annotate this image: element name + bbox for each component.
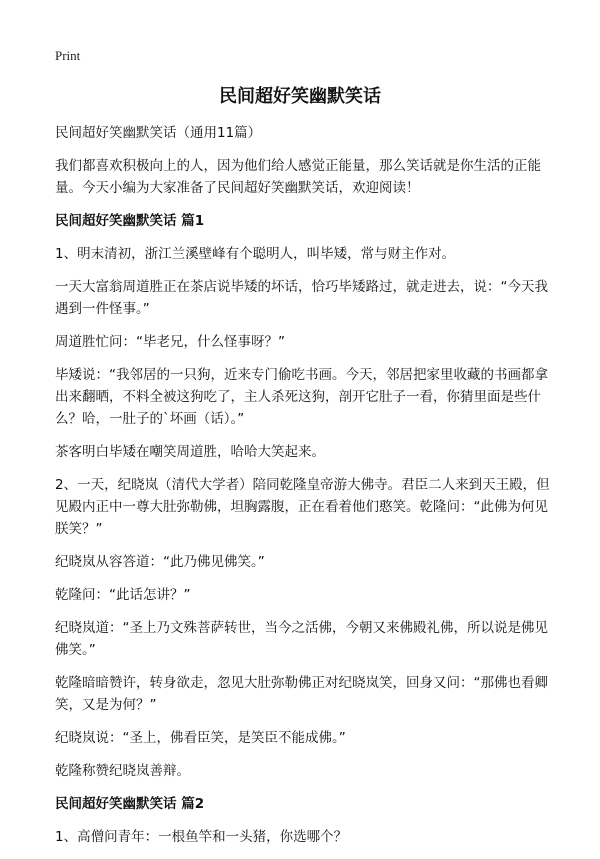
- paragraph: 乾隆称赞纪晓岚善辩。: [55, 763, 190, 779]
- paragraph: 周道胜忙问：“毕老兄，什么怪事呀？”: [55, 334, 285, 350]
- paragraph: 乾隆暗暗赞许，转身欲走，忽见大肚弥勒佛正对纪晓岚笑，回身又问：“那佛也看卿笑，又是为何？”: [55, 675, 548, 713]
- paragraph: 乾隆问：“此话怎讲？”: [55, 587, 191, 603]
- print-label: Print: [55, 48, 81, 63]
- document-subtitle: 民间超好笑幽默笑话（通用11篇）: [55, 125, 262, 141]
- paragraph: 一天大富翁周道胜正在茶店说毕矮的坏话，恰巧毕矮路过，就走进去，说：“今天我遇到一件怪事。”: [55, 279, 548, 317]
- paragraph: 纪晓岚从容答道：“此乃佛见佛笑。”: [55, 554, 265, 570]
- paragraph: 茶客明白毕矮在嘲笑周道胜，哈哈大笑起来。: [55, 444, 325, 460]
- page-title: 民间超好笑幽默笑话: [219, 86, 381, 107]
- paragraph: 毕矮说：“我邻居的一只狗，近来专门偷吃书画。今天，邻居把家里收藏的书画都拿出来翻晒，不料全被这狗吃了，主人杀死这狗，剖开它肚子一看，你猜里面是些什么？哈，一肚子的`坏画（话）。”: [55, 367, 548, 427]
- section-heading-2: 民间超好笑幽默笑话 篇2: [55, 796, 205, 812]
- section-heading-1: 民间超好笑幽默笑话 篇1: [55, 213, 205, 229]
- paragraph: 纪晓岚道：“圣上乃文殊菩萨转世，当今之活佛，今朝又来佛殿礼佛，所以说是佛见佛笑。”: [55, 620, 548, 658]
- document-body: [55, 122, 555, 859]
- paragraph: 纪晓岚说：“圣上，佛看臣笑，是笑臣不能成佛。”: [55, 730, 346, 746]
- paragraph: 2、一天，纪晓岚（清代大学者）陪同乾隆皇帝游大佛寺。君臣二人来到天王殿，但见殿内正中一尊大肚弥勒佛，坦胸露腹，正在看着他们憨笑。乾隆问：“此佛为何见朕笑？”: [55, 477, 550, 537]
- intro-paragraph: 我们都喜欢积极向上的人，因为他们给人感觉正能量，那么笑话就是你生活的正能量。今天小编为大家准备了民间超好笑幽默笑话，欢迎阅读！: [55, 158, 541, 196]
- paragraph: 1、明末清初，浙江兰溪壁峰有个聪明人，叫毕矮，常与财主作对。: [55, 246, 456, 262]
- paragraph: 1、高僧问青年：一根鱼竿和一头猪，你选哪个？: [55, 829, 348, 845]
